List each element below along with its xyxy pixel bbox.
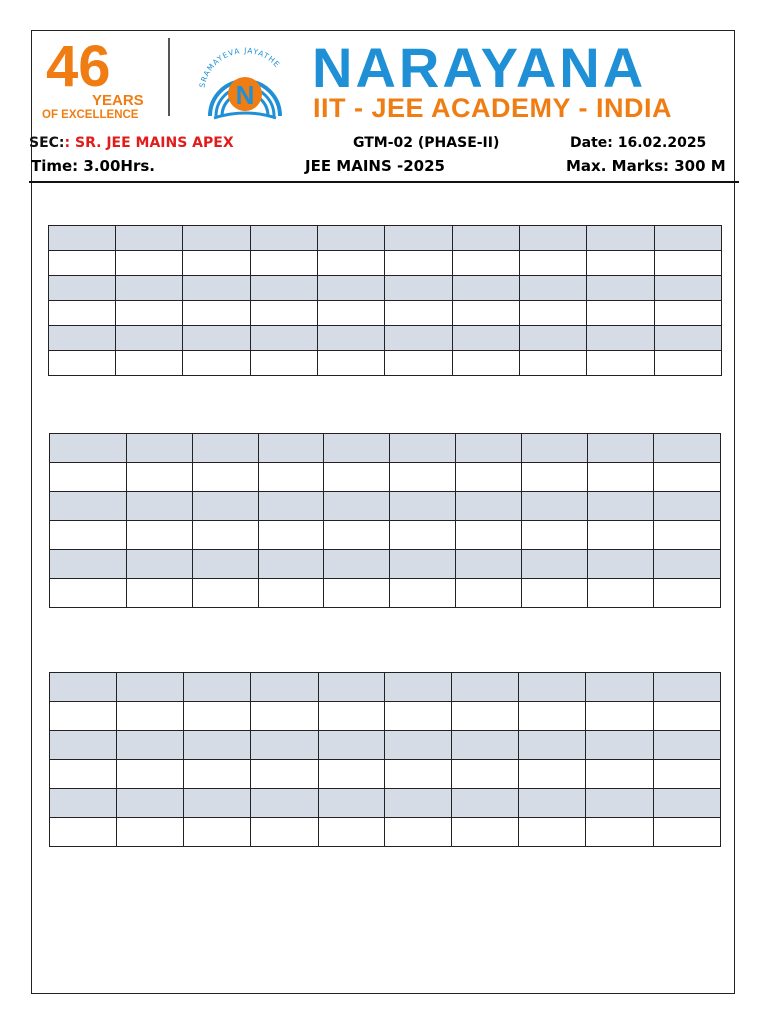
table-cell [50,673,117,702]
table-cell [50,818,117,847]
sec-label: SEC: [29,135,65,151]
table-cell [587,301,655,326]
table-cell [251,789,319,818]
years-of-excellence-logo [42,34,162,120]
table-cell [588,463,654,492]
table-cell [117,818,184,847]
table-cell [319,702,385,731]
table-cell [522,579,588,608]
table-row [50,434,721,463]
table-cell [522,492,588,521]
exam-name: JEE MAINS -2025 [305,157,445,175]
table-row [50,789,721,818]
table-row [50,492,721,521]
table-cell [519,760,586,789]
table-cell [456,579,522,608]
table-row [49,276,722,301]
table-cell [452,789,519,818]
sec-value: : SR. JEE MAINS APEX [64,135,234,151]
table-cell [127,579,193,608]
logo-years-word: YEARS [92,92,144,109]
table-cell [453,301,520,326]
table-cell [654,760,721,789]
table-cell [50,463,127,492]
table-cell [324,579,390,608]
table-cell [259,463,324,492]
table-cell [456,492,522,521]
table-cell [251,760,319,789]
table-row [50,521,721,550]
table-cell [654,521,721,550]
table-cell [453,226,520,251]
table-cell [324,463,390,492]
table-cell [452,731,519,760]
table-cell [385,251,453,276]
table-cell [655,351,722,376]
table-cell [385,226,453,251]
table-cell [586,702,654,731]
table-cell [127,521,193,550]
table-cell [519,789,586,818]
table-cell [193,434,259,463]
table-cell [251,818,319,847]
table-cell [587,351,655,376]
table-cell [50,579,127,608]
table-cell [385,731,452,760]
table-cell [259,434,324,463]
table-cell [654,731,721,760]
table-cell [318,226,385,251]
table-cell [116,351,183,376]
table-cell [654,702,721,731]
table-cell [453,251,520,276]
table-cell [184,673,251,702]
table-cell [385,760,452,789]
table-cell [588,492,654,521]
table-cell [49,251,116,276]
table-cell [456,463,522,492]
table-cell [50,434,127,463]
table-cell [587,326,655,351]
table-cell [251,226,318,251]
table-row [49,226,722,251]
table-cell [654,463,721,492]
table-cell [519,731,586,760]
table-cell [390,434,456,463]
table-cell [520,351,587,376]
table-cell [127,434,193,463]
table-cell [453,351,520,376]
table-cell [127,492,193,521]
table-cell [587,276,655,301]
table-cell [50,492,127,521]
table-cell [655,326,722,351]
table-cell [318,326,385,351]
table-cell [319,818,385,847]
table-cell [324,550,390,579]
table-cell [117,760,184,789]
table-cell [116,326,183,351]
table-cell [453,276,520,301]
table-cell [324,434,390,463]
table-cell [251,301,318,326]
narayana-seal-logo [190,38,300,122]
table-cell [456,550,522,579]
table-cell [588,550,654,579]
brand-subtitle: IIT - JEE ACADEMY - INDIA [313,93,673,123]
table-cell [520,301,587,326]
table-cell [520,276,587,301]
table-cell [522,434,588,463]
table-cell [193,550,259,579]
table-cell [50,760,117,789]
table-cell [49,226,116,251]
table-cell [259,579,324,608]
table-cell [390,463,456,492]
table-cell [520,226,587,251]
table-row [50,818,721,847]
table-cell [184,818,251,847]
table-cell [522,550,588,579]
table-cell [385,818,452,847]
table-cell [654,579,721,608]
table-row [50,731,721,760]
logo-years-number: 46 [46,34,111,99]
table-row [50,579,721,608]
exam-date: Date: 16.02.2025 [570,135,707,151]
test-code: GTM-02 (PHASE-II) [353,135,500,151]
table-cell [452,818,519,847]
key-table-3 [49,672,721,847]
table-cell [127,463,193,492]
table-row [50,550,721,579]
table-cell [117,673,184,702]
logo-excellence-text: OF EXCELLENCE [42,109,139,120]
table-cell [49,326,116,351]
seal-motto: SRAMAYEVA JAYATHE [197,45,282,89]
table-cell [193,492,259,521]
table-cell [385,702,452,731]
max-marks: Max. Marks: 300 M [566,157,726,175]
table-cell [50,731,117,760]
table-cell [452,760,519,789]
table-cell [183,226,251,251]
table-cell [519,818,586,847]
table-cell [390,579,456,608]
table-cell [117,702,184,731]
table-cell [49,301,116,326]
table-cell [193,579,259,608]
table-cell [259,550,324,579]
table-cell [655,251,722,276]
table-cell [50,550,127,579]
table-cell [251,673,319,702]
exam-time: Time: 3.00Hrs. [31,157,155,175]
table-cell [655,226,722,251]
table-cell [259,492,324,521]
table-row [49,301,722,326]
table-cell [588,434,654,463]
table-row [50,463,721,492]
table-cell [318,276,385,301]
table-cell [319,673,385,702]
table-cell [456,434,522,463]
table-cell [49,351,116,376]
table-cell [324,521,390,550]
table-cell [251,351,318,376]
table-cell [390,550,456,579]
table-cell [456,521,522,550]
table-cell [655,301,722,326]
table-cell [586,731,654,760]
table-cell [251,276,318,301]
table-cell [522,521,588,550]
table-cell [390,521,456,550]
table-cell [654,434,721,463]
table-cell [452,702,519,731]
table-cell [452,673,519,702]
table-cell [50,702,117,731]
key-table-1 [48,225,722,376]
table-cell [183,351,251,376]
table-cell [586,789,654,818]
table-row [49,351,722,376]
table-cell [116,251,183,276]
table-cell [183,251,251,276]
table-cell [184,789,251,818]
table-row [50,673,721,702]
table-cell [50,789,117,818]
table-cell [183,301,251,326]
table-cell [183,326,251,351]
table-row [50,760,721,789]
table-cell [588,579,654,608]
table-cell [519,702,586,731]
table-cell [588,521,654,550]
table-cell [116,301,183,326]
table-cell [184,702,251,731]
table-cell [117,731,184,760]
table-cell [453,326,520,351]
table-cell [193,463,259,492]
table-cell [318,251,385,276]
table-cell [251,251,318,276]
table-cell [385,276,453,301]
table-cell [183,276,251,301]
table-cell [184,760,251,789]
table-cell [318,351,385,376]
table-cell [520,326,587,351]
table-cell [654,492,721,521]
table-cell [251,702,319,731]
header-rule [29,181,739,183]
table-cell [385,326,453,351]
table-cell [385,351,453,376]
table-cell [655,276,722,301]
table-cell [654,673,721,702]
table-cell [385,789,452,818]
table-cell [520,251,587,276]
seal-letter: N [235,80,255,110]
table-cell [519,673,586,702]
table-cell [251,326,318,351]
table-row [50,702,721,731]
table-cell [116,276,183,301]
table-cell [319,731,385,760]
table-cell [587,251,655,276]
table-cell [586,673,654,702]
table-cell [385,301,453,326]
table-cell [390,492,456,521]
table-cell [587,226,655,251]
table-cell [385,673,452,702]
table-cell [50,521,127,550]
section-line [29,135,234,151]
table-cell [127,550,193,579]
table-cell [654,789,721,818]
table-cell [654,550,721,579]
table-row [49,251,722,276]
table-row [49,326,722,351]
table-cell [586,818,654,847]
brand-name: NARAYANA [312,36,647,99]
table-cell [193,521,259,550]
key-table-2 [49,433,721,608]
table-cell [522,463,588,492]
table-cell [318,301,385,326]
table-cell [251,731,319,760]
table-cell [654,818,721,847]
table-cell [117,789,184,818]
table-cell [184,731,251,760]
table-cell [324,492,390,521]
table-cell [319,760,385,789]
table-cell [49,276,116,301]
table-cell [586,760,654,789]
table-cell [116,226,183,251]
logo-divider [168,38,170,116]
table-cell [319,789,385,818]
table-cell [259,521,324,550]
